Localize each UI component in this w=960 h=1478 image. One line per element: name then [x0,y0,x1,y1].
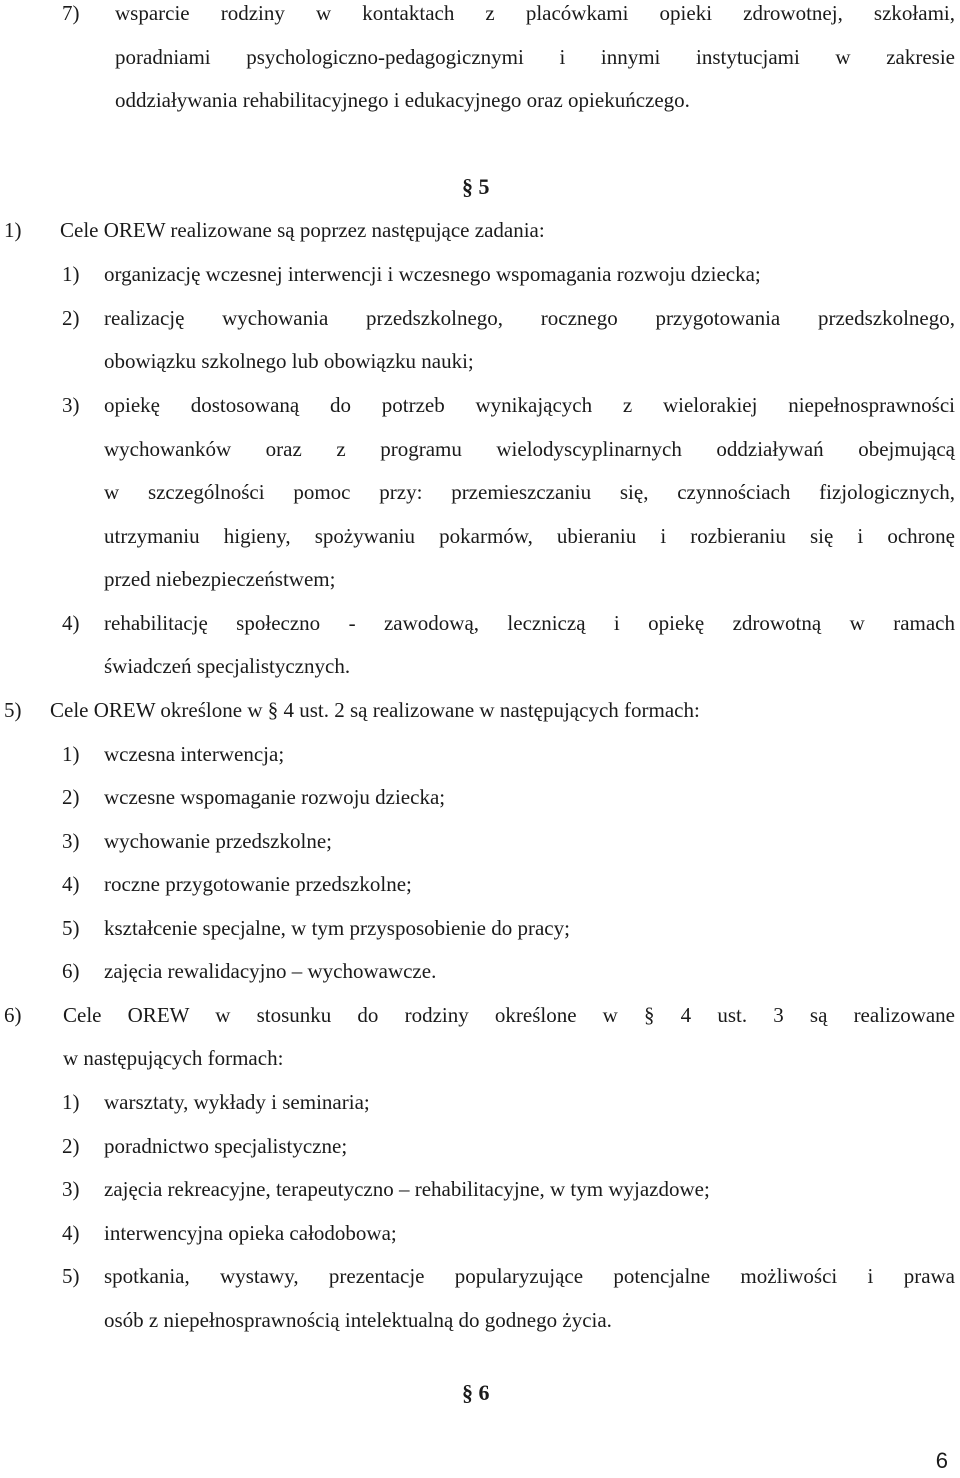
list-item: wczesne wspomaganie rozwoju dziecka; [104,785,446,809]
list-item-continuation: świadczeń specjalistycznych. [104,654,351,678]
list-number: 1) [62,742,80,766]
list-number: 1) [62,262,80,286]
list-item: wychowanie przedszkolne; [104,829,332,853]
list-number: 3) [62,829,80,853]
paragraph-text-continuation: w następujących formach: [63,1046,284,1070]
paragraph-text: Cele OREW określone w § 4 ust. 2 są realizowane w następujących formach: [50,698,700,722]
list-item: zajęcia rekreacyjne, terapeutyczno – rehabilitacyjne, w tym wyjazdowe; [104,1177,710,1201]
list-item-continuation: obowiązku szkolnego lub obowiązku nauki; [104,349,474,373]
list-number: 7) [62,1,80,25]
list-item-continuation: w szczególności pomoc przy: przemieszczaniu się, czynnościach fizjologicznych, [104,480,955,504]
list-item: warsztaty, wykłady i seminaria; [104,1090,370,1114]
list-item-continuation: przed niebezpieczeństwem; [104,567,336,591]
list-item: organizację wczesnej interwencji i wczesnego wspomagania rozwoju dziecka; [104,262,761,286]
list-number: 6) [62,959,80,983]
list-item: roczne przygotowanie przedszkolne; [104,872,412,896]
list-item: rehabilitację społeczno - zawodową, leczniczą i opiekę zdrowotną w ramach [104,611,955,635]
paragraph-number: 5) [4,698,22,722]
paragraph-number: 1) [4,218,22,242]
list-number: 5) [62,916,80,940]
page-number: 6 [935,1448,948,1473]
list-number: 4) [62,872,80,896]
paragraph-line: oddziaływania rehabilitacyjnego i edukacyjnego oraz opiekuńczego. [115,88,690,112]
list-item: realizację wychowania przedszkolnego, rocznego przygotowania przedszkolnego, [104,306,955,330]
list-item: kształcenie specjalne, w tym przysposobienie do pracy; [104,916,570,940]
list-number: 3) [62,1177,80,1201]
list-item: poradnictwo specjalistyczne; [104,1134,348,1158]
list-item-continuation: osób z niepełnosprawnością intelektualną do godnego życia. [104,1308,612,1332]
list-item-continuation: wychowanków oraz z programu wielodyscyplinarnych oddziaływań obejmującą [104,437,955,461]
list-number: 3) [62,393,80,417]
list-number: 5) [62,1264,80,1288]
list-number: 2) [62,306,80,330]
paragraph-text: Cele OREW w stosunku do rodziny określone w § 4 ust. 3 są realizowane [63,1003,955,1027]
section-heading: § 6 [462,1380,490,1405]
list-number: 2) [62,785,80,809]
list-number: 1) [62,1090,80,1114]
section-heading: § 5 [462,174,490,199]
list-item: wczesna interwencja; [104,742,285,766]
list-item: opiekę dostosowaną do potrzeb wynikających z wielorakiej niepełnosprawności [104,393,955,417]
list-item: interwencyjna opieka całodobowa; [104,1221,397,1245]
paragraph-line: wsparcie rodziny w kontaktach z placówkami opieki zdrowotnej, szkołami, [115,1,955,25]
list-item: spotkania, wystawy, prezentacje popularyzujące potencjalne możliwości i prawa [104,1264,955,1288]
list-number: 4) [62,1221,80,1245]
list-number: 2) [62,1134,80,1158]
list-item: zajęcia rewalidacyjno – wychowawcze. [104,959,437,983]
paragraph-line: poradniami psychologiczno-pedagogicznymi i innymi instytucjami w zakresie [115,45,955,69]
list-number: 4) [62,611,80,635]
paragraph-number: 6) [4,1003,22,1027]
list-item-continuation: utrzymaniu higieny, spożywaniu pokarmów, ubieraniu i rozbieraniu się i ochronę [104,524,955,548]
paragraph-text: Cele OREW realizowane są poprzez następujące zadania: [60,218,545,242]
